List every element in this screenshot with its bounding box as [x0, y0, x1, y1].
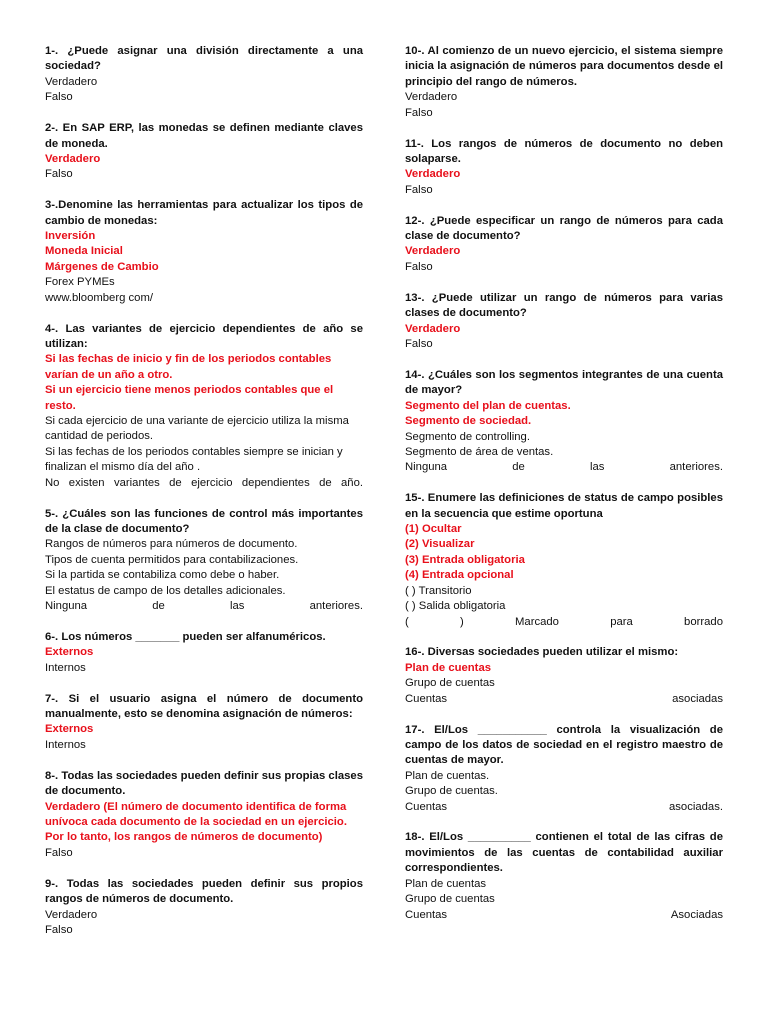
- answer-option: Falso: [405, 183, 433, 196]
- question-block: [45, 322, 363, 491]
- answer-option: Falso: [45, 168, 73, 181]
- answer-option: Si la partida se contabiliza como debe o haber.: [45, 569, 280, 582]
- correct-answer-option: (4) Entrada opcional: [405, 569, 514, 582]
- answer-option: No existen variantes de ejercicio dependientes de año.: [45, 476, 363, 489]
- answer-option: Grupo de cuentas: [405, 677, 495, 690]
- answer-option: Cuentas Asociadas: [405, 908, 723, 921]
- question-block: [45, 507, 363, 615]
- right-column: [405, 44, 723, 938]
- correct-answer-option: Inversión: [45, 230, 96, 243]
- question-text: 9-. Todas las sociedades pueden definir sus propios rangos de números de documento.: [45, 877, 363, 906]
- answer-option: Internos: [45, 738, 86, 751]
- answer-option: Falso: [405, 260, 433, 273]
- answer-option: Falso: [45, 91, 73, 104]
- correct-answer-option: Moneda Inicial: [45, 245, 123, 258]
- question-block: [45, 121, 363, 183]
- question-text: 1-. ¿Puede asignar una división directamente a una sociedad?: [45, 45, 363, 73]
- answer-option: Si las fechas de los periodos contables siempre se inician y finalizan el mismo día del año .: [45, 445, 343, 474]
- correct-answer-option: Externos: [45, 646, 94, 659]
- question-block: [45, 44, 363, 106]
- answer-option: Segmento de área de ventas.: [405, 445, 554, 458]
- answer-option: ( ) Marcado para borrado: [405, 615, 723, 628]
- question-block: [45, 769, 363, 861]
- answer-option: Cuentas asociadas.: [405, 800, 723, 813]
- question-text: 18-. El/Los __________ contienen el total de las cifras de movimientos de las cuentas de contabilidad auxiliar correspondientes.: [405, 831, 723, 875]
- question-text: 11-. Los rangos de números de documento no deben solaparse.: [405, 137, 723, 165]
- question-text: 2-. En SAP ERP, las monedas se definen mediante claves de moneda.: [45, 122, 363, 150]
- question-block: [405, 214, 723, 276]
- answer-option: Falso: [405, 106, 433, 119]
- correct-answer-option: Márgenes de Cambio: [45, 260, 159, 273]
- correct-answer-option: Verdadero: [405, 322, 461, 335]
- correct-answer-option: Plan de cuentas: [405, 661, 492, 674]
- question-block: [405, 723, 723, 815]
- answer-option: Falso: [45, 923, 73, 936]
- answer-option: ( ) Transitorio: [405, 584, 472, 597]
- answer-option: Tipos de cuenta permitidos para contabilizaciones.: [45, 553, 299, 566]
- question-block: [45, 198, 363, 306]
- answer-option: Plan de cuentas.: [405, 769, 490, 782]
- answer-option: Forex PYMEs: [45, 276, 115, 289]
- question-block: [405, 368, 723, 476]
- question-text: 8-. Todas las sociedades pueden definir sus propias clases de documento.: [45, 769, 363, 798]
- question-block: [405, 44, 723, 121]
- left-column: [45, 44, 363, 954]
- question-block: [405, 830, 723, 922]
- correct-answer-option: Si un ejercicio tiene menos periodos contables que el resto.: [45, 384, 334, 412]
- answer-option: www.bloomberg com/: [45, 291, 153, 304]
- correct-answer-option: Si las fechas de inicio y fin de los periodos contables varían de un año a otro.: [45, 353, 332, 381]
- correct-answer-option: Verdadero: [405, 245, 461, 258]
- question-text: 6-. Los números _______ pueden ser alfanuméricos.: [45, 630, 326, 643]
- correct-answer-option: (1) Ocultar: [405, 523, 462, 536]
- correct-answer-option: Verdadero: [405, 168, 461, 181]
- answer-option: Segmento de controlling.: [405, 430, 530, 443]
- question-text: 12-. ¿Puede especificar un rango de números para cada clase de documento?: [405, 214, 723, 243]
- question-text: 7-. Si el usuario asigna el número de documento manualmente, esto se denomina asignación de números:: [45, 692, 363, 721]
- question-text: 4-. Las variantes de ejercicio dependientes de año se utilizan:: [45, 322, 363, 350]
- question-text: 14-. ¿Cuáles son los segmentos integrantes de una cuenta de mayor?: [405, 368, 723, 397]
- question-text: 17-. El/Los ___________ controla la visualización de campo de los datos de sociedad en el registro maestro de cuentas de mayor.: [405, 723, 723, 767]
- answer-option: Ninguna de las anteriores.: [45, 600, 363, 612]
- correct-answer-option: Verdadero: [45, 152, 101, 165]
- correct-answer-option: Verdadero (El número de documento identifica de forma unívoca cada documento de la sociedad en un ejercicio. Por lo tanto, los rangos de números de documento): [45, 800, 347, 844]
- answer-option: Grupo de cuentas.: [405, 785, 498, 798]
- question-block: [45, 630, 363, 676]
- question-block: [405, 645, 723, 707]
- correct-answer-option: (3) Entrada obligatoria: [405, 553, 525, 566]
- answer-option: ( ) Salida obligatoria: [405, 600, 506, 613]
- answer-option: Grupo de cuentas: [405, 893, 495, 906]
- question-block: [405, 291, 723, 353]
- answer-option: Verdadero: [45, 908, 98, 921]
- answer-option: Rangos de números para números de documento.: [45, 538, 298, 551]
- question-text: 13-. ¿Puede utilizar un rango de números para varias clases de documento?: [405, 291, 723, 320]
- question-block: [405, 491, 723, 630]
- correct-answer-option: Segmento de sociedad.: [405, 415, 532, 428]
- correct-answer-option: Externos: [45, 723, 94, 736]
- question-text: 3-.Denomine las herramientas para actualizar los tipos de cambio de monedas:: [45, 199, 363, 227]
- answer-option: Si cada ejercicio de una variante de ejercicio utiliza la misma cantidad de periodos.: [45, 415, 349, 443]
- question-block: [45, 877, 363, 939]
- correct-answer-option: Segmento del plan de cuentas.: [405, 399, 571, 412]
- answer-option: Internos: [45, 661, 86, 674]
- answer-option: Cuentas asociadas: [405, 692, 723, 705]
- answer-option: Plan de cuentas: [405, 877, 487, 890]
- question-block: [45, 692, 363, 754]
- question-text: 5-. ¿Cuáles son las funciones de control más importantes de la clase de documento?: [45, 507, 363, 535]
- question-block: [405, 137, 723, 199]
- correct-answer-option: (2) Visualizar: [405, 538, 475, 551]
- answer-option: Falso: [405, 338, 433, 350]
- question-text: 15-. Enumere las definiciones de status de campo posibles en la secuencia que estime oportuna: [405, 492, 723, 520]
- answer-option: Ninguna de las anteriores.: [405, 461, 723, 474]
- answer-option: Falso: [45, 846, 73, 859]
- answer-option: Verdadero: [405, 91, 458, 104]
- question-text: 10-. Al comienzo de un nuevo ejercicio, el sistema siempre inicia la asignación de números para documentos desde el principio del rango de números.: [405, 45, 723, 88]
- answer-option: El estatus de campo de los detalles adicionales.: [45, 584, 286, 597]
- answer-option: Verdadero: [45, 75, 98, 88]
- question-text: 16-. Diversas sociedades pueden utilizar el mismo:: [405, 646, 679, 659]
